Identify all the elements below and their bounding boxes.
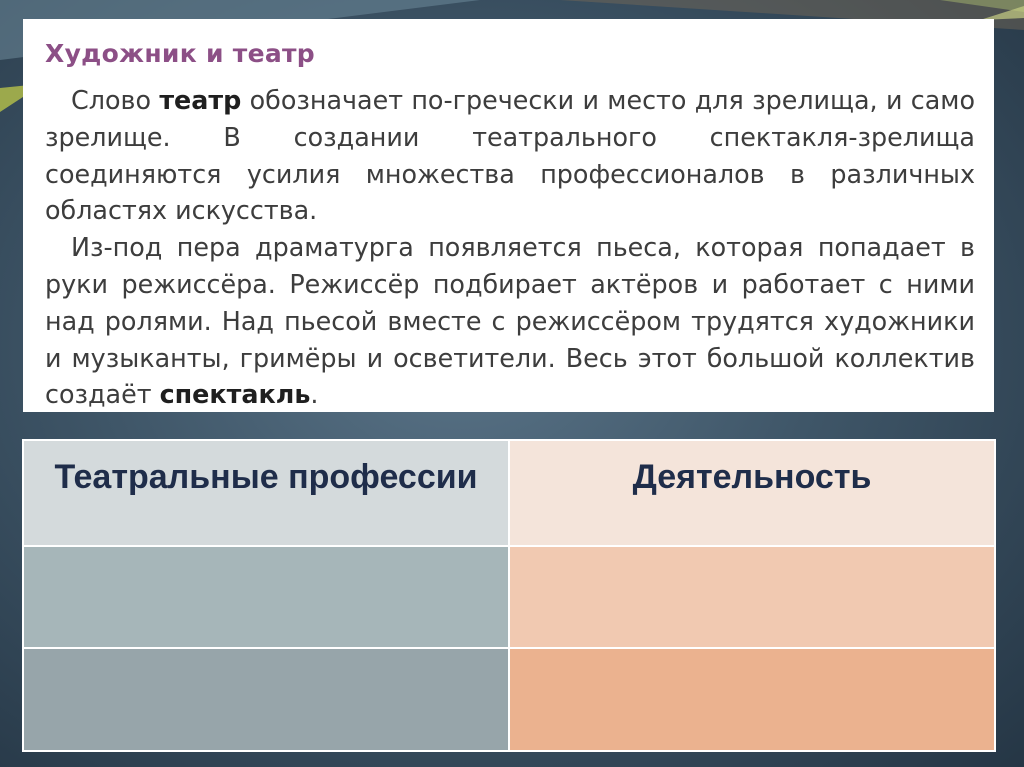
table-header-row	[23, 440, 995, 546]
excerpt-body	[45, 82, 975, 413]
bold-term-theatre: театр	[159, 85, 242, 115]
textbook-excerpt	[23, 19, 994, 412]
paragraph-theatre-definition	[45, 82, 975, 229]
excerpt-title: Художник и театр	[45, 39, 315, 68]
table-row	[23, 546, 995, 648]
table-cell[interactable]	[509, 648, 995, 751]
header-cell-professions	[23, 440, 509, 546]
header-professions-label: Театральные профессии	[54, 458, 478, 496]
paragraph-performance-creation	[45, 229, 975, 413]
text-segment: Слово	[71, 85, 160, 115]
table-cell[interactable]	[509, 546, 995, 648]
text-segment: обозначает по-гречески и место для зрелища, и само зрелище. В создании театрального спектакля-зрелища соединяются усилия множества профессионалов в различных областях искусства.	[45, 85, 975, 226]
header-activity-label: Деятельность	[632, 458, 872, 496]
professions-table	[22, 439, 996, 752]
table-cell[interactable]	[23, 648, 509, 751]
table-cell[interactable]	[23, 546, 509, 648]
text-segment: .	[310, 379, 319, 410]
text-segment: Из-под пера драматурга появляется пьеса, которая попадает в руки режиссёра. Режиссёр подбирает актёров и работает с ними над ролями. Над пьесой вместе с режиссёром трудятся художники и музыканты, гримёры и осветители. Весь этот большой коллектив создаёт	[45, 232, 975, 410]
bold-term-performance: спектакль	[159, 379, 311, 410]
header-cell-activity	[509, 440, 995, 546]
table-row	[23, 648, 995, 751]
